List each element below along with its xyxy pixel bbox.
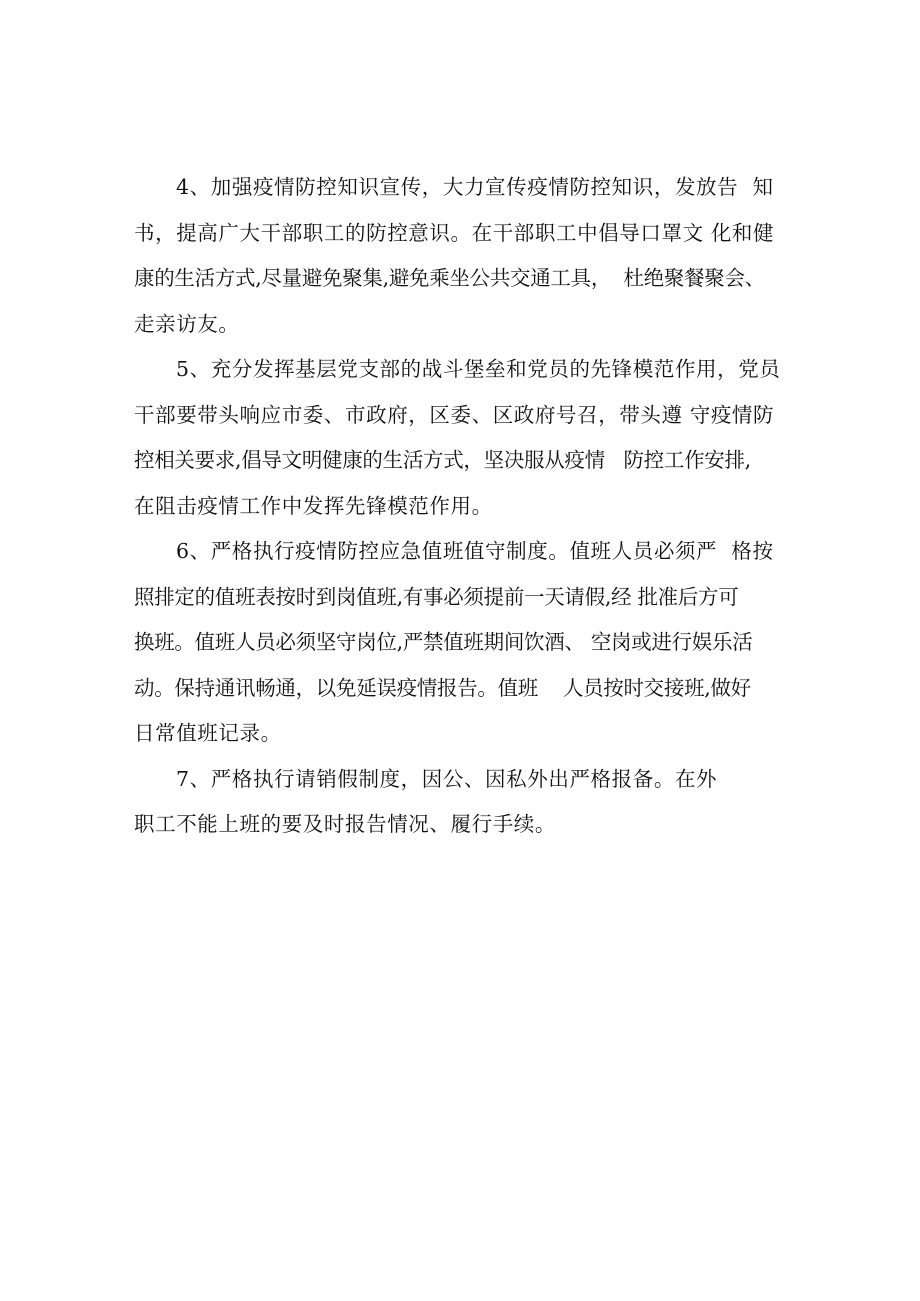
paragraph-4 xyxy=(134,165,824,347)
paragraph-line: 5、充分发挥基层党支部的战斗堡垒和党员的先锋模范作用，党员 xyxy=(176,357,781,381)
paragraph-line: 职工不能上班的要及时报告情况、履行手续。 xyxy=(134,812,556,836)
paragraph-line: 康的生活方式,尽量避免聚集,避免乘坐公共交通工具， 杜绝聚餐聚会、 xyxy=(134,266,765,290)
paragraph-line: 日常值班记录。 xyxy=(134,721,282,745)
paragraph-line: 照排定的值班表按时到岗值班,有事必须提前一天请假,经 批准后方可 xyxy=(134,584,739,609)
document-body xyxy=(134,165,824,848)
paragraph-line: 在阻击疫情工作中发挥先锋模范作用。 xyxy=(134,493,493,518)
paragraph-line: 控相关要求,倡导文明健康的生活方式，坚决服从疫情 防控工作安排, xyxy=(134,448,751,472)
paragraph-line: 4、加强疫情防控知识宣传，大力宣传疫情防控知识，发放告 知 xyxy=(176,175,774,199)
paragraph-line: 6、严格执行疫情防控应急值班值守制度。值班人员必须严 格按 xyxy=(176,539,774,563)
paragraph-7 xyxy=(134,757,824,848)
paragraph-5 xyxy=(134,347,824,529)
paragraph-line: 走亲访友。 xyxy=(134,311,240,336)
paragraph-line: 动。保持通讯畅通，以免延误疫情报告。值班 人员按时交接班,做好 xyxy=(134,675,751,700)
paragraph-line: 干部要带头响应市委、市政府，区委、区政府号召，带头遵 守疫情防 xyxy=(134,402,775,427)
paragraph-line: 换班。值班人员必须坚守岗位,严禁值班期间饮酒、 空岗或进行娱乐活 xyxy=(134,630,753,654)
paragraph-line: 7、严格执行请销假制度，因公、因私外出严格报备。在外 xyxy=(176,766,718,791)
paragraph-6 xyxy=(134,529,824,757)
paragraph-line: 书，提高广大干部职工的防控意识。在干部职工中倡导口罩文 化和健 xyxy=(134,220,775,245)
